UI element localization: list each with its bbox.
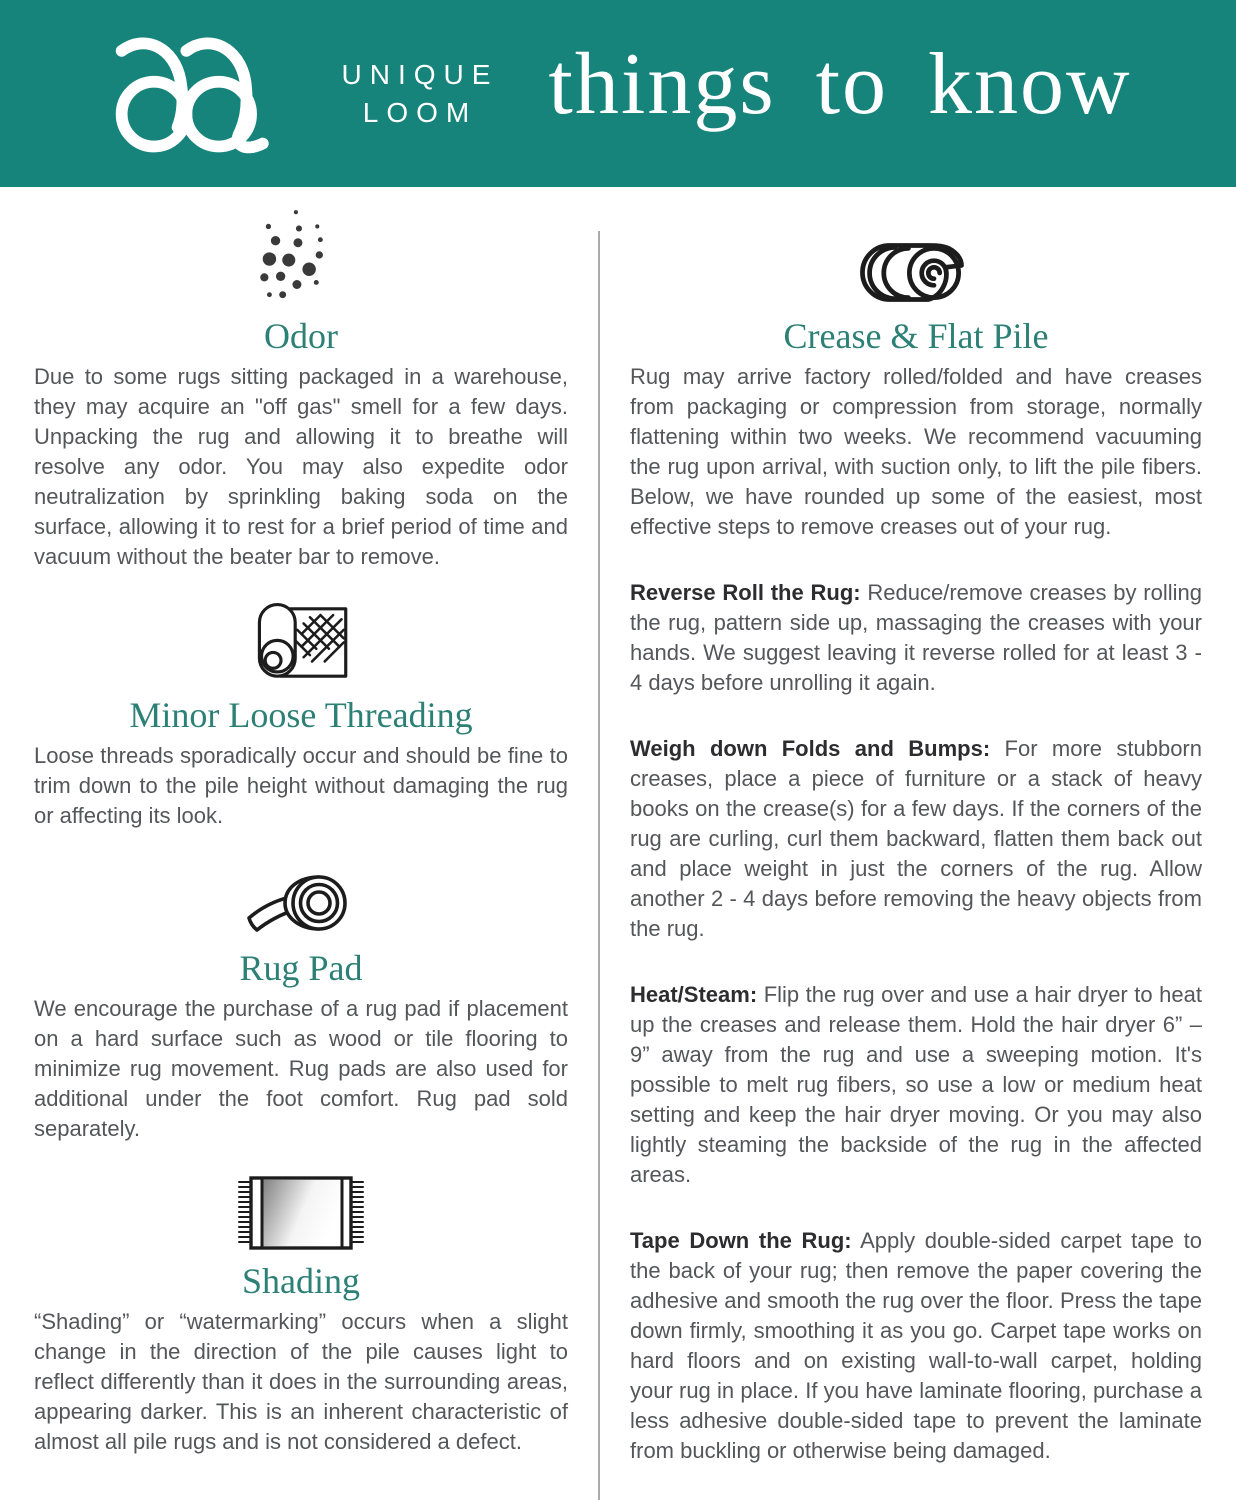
- tip-tape-down-label: Tape Down the Rug:: [630, 1228, 852, 1253]
- page-title: things to know: [548, 36, 1132, 133]
- section-heading-threading: Minor Loose Threading: [129, 695, 473, 735]
- section-body-shading: “Shading” or “watermarking” occurs when a slight change in the direction of the pile causes light to reflect differently than it does in the surrounding areas, appearing darker. This is an inherent characteristic of almost all pile rugs and is not considered a defect.: [34, 1309, 568, 1454]
- tip-reverse-roll-label: Reverse Roll the Rug:: [630, 580, 861, 605]
- column-divider: [598, 231, 600, 1500]
- tip-tape-down-body: Apply double-sided carpet tape to the back of your rug; then remove the paper covering the adhesive and smooth the rug over the floor. Press the tape down firmly, smoothing it as you go. Carpet tape works on hard floors and on existing wall-to-wall carpet, holding your rug in place. If you have laminate flooring, purchase a less adhesive double-sided tape to prevent the laminate from buckling or otherwise being damaged.: [630, 1228, 1202, 1463]
- tip-weigh-down-body: For more stubborn creases, place a piece of furniture or a stack of heavy books on the crease(s) for a few days. If the corners of the rug are curling, curl them backward, flatten them back out and place weight in just the corners of the rug. Allow another 2 - 4 days before removing the heavy objects from the rug.: [630, 736, 1202, 941]
- section-intro-crease: Rug may arrive factory rolled/folded and have creases from packaging or compression from storage, normally flattening within two weeks. We recommend vacuuming the rug upon arrival, with suction only, to lift the pile fibers. Below, we have rounded up some of the easiest, most effective steps to remove creases out of your rug.: [630, 364, 1202, 539]
- section-heading-odor: Odor: [264, 316, 338, 356]
- content-area: [0, 187, 1236, 1500]
- tip-heat-steam-body: Flip the rug over and use a hair dryer to heat up the creases and release them. Hold the hair dryer 6” – 9” away from the rug and use a sweeping motion. It's possible to melt rug fibers, so use a low or medium heat setting and keep the hair dryer moving. Or you may also lightly steaming the backside of the rug in the affected areas.: [630, 982, 1202, 1187]
- left-column: [34, 187, 568, 1500]
- section-body-odor: Due to some rugs sitting packaged in a warehouse, they may acquire an "off gas" smell for a few days. Unpacking the rug and allowing it to breathe will resolve any odor. You may also expedite odor neutralization by sprinkling baking soda on the surface, allowing it to rest for a brief period of time and vacuum without the beater bar to remove.: [34, 364, 568, 569]
- shaded-rug-fringe-icon: [34, 1174, 568, 1254]
- right-column: [630, 187, 1202, 1500]
- section-body-threading: Loose threads sporadically occur and should be fine to trim down to the pile height without damaging the rug or affecting its look.: [34, 743, 568, 828]
- brand-line1: UNIQUE: [341, 59, 499, 90]
- tip-weigh-down: [630, 734, 1202, 944]
- tip-heat-steam-label: Heat/Steam:: [630, 982, 758, 1007]
- brand-line2: LOOM: [362, 97, 478, 128]
- section-heading-rugpad: Rug Pad: [239, 948, 363, 988]
- tip-reverse-roll: [630, 578, 1202, 698]
- tip-reverse-roll-body: Reduce/remove creases by rolling the rug, pattern side up, massaging the creases with your hands. We suggest leaving it reverse rolled for at least 3 - 4 days before unrolling it again.: [630, 580, 1202, 695]
- rolled-rug-crosshatch-icon: [34, 598, 568, 688]
- odor-particles-icon: [34, 205, 568, 309]
- rolled-rug-spiral-icon: [630, 237, 1202, 309]
- rug-pad-roll-icon: [34, 861, 568, 941]
- brand-wordmark: [312, 56, 528, 132]
- section-heading-crease: Crease & Flat Pile: [783, 316, 1049, 356]
- tip-weigh-down-label: Weigh down Folds and Bumps:: [630, 736, 991, 761]
- header-banner: [0, 0, 1236, 187]
- section-body-rugpad: We encourage the purchase of a rug pad if placement on a hard surface such as wood or tile flooring to minimize rug movement. Rug pads are also used for additional under the foot comfort. Rug pad sold separately.: [34, 996, 568, 1141]
- tip-heat-steam: [630, 980, 1202, 1190]
- unique-loom-aa-logo-icon: [104, 36, 304, 154]
- tip-tape-down: [630, 1226, 1202, 1466]
- section-heading-shading: Shading: [241, 1261, 360, 1301]
